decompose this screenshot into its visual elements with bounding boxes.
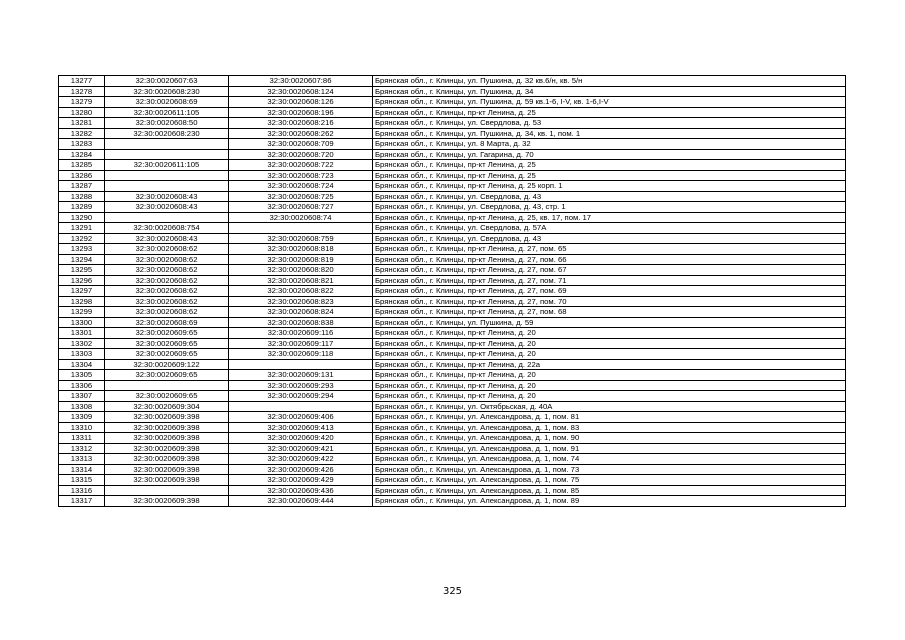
address-cell: Брянская обл., г. Клинцы, пр-кт Ленина, д. 25	[373, 160, 846, 171]
parcel-number-cell: 32:30:0020608:62	[105, 275, 229, 286]
table-row	[59, 181, 846, 192]
parcel-number-cell: 32:30:0020608:69	[105, 97, 229, 108]
table-row	[59, 212, 846, 223]
parcel-number-cell: 32:30:0020608:62	[105, 254, 229, 265]
object-number-cell: 32:30:0020608:720	[229, 149, 373, 160]
object-number-cell: 32:30:0020609:421	[229, 443, 373, 454]
registry-table	[58, 75, 846, 507]
parcel-number-cell: 32:30:0020609:398	[105, 464, 229, 475]
row-number-cell: 13303	[59, 349, 105, 360]
address-cell: Брянская обл., г. Клинцы, ул. Пушкина, д. 34	[373, 86, 846, 97]
row-number-cell: 13298	[59, 296, 105, 307]
object-number-cell: 32:30:0020609:429	[229, 475, 373, 486]
parcel-number-cell	[105, 170, 229, 181]
table-row	[59, 338, 846, 349]
table-row	[59, 328, 846, 339]
address-cell: Брянская обл., г. Клинцы, ул. Свердлова, д. 43	[373, 233, 846, 244]
row-number-cell: 13284	[59, 149, 105, 160]
address-cell: Брянская обл., г. Клинцы, пр-кт Ленина, д. 25 корп. 1	[373, 181, 846, 192]
object-number-cell: 32:30:0020608:196	[229, 107, 373, 118]
table-row	[59, 286, 846, 297]
table-row	[59, 401, 846, 412]
parcel-number-cell: 32:30:0020609:65	[105, 338, 229, 349]
object-number-cell: 32:30:0020607:86	[229, 76, 373, 87]
object-number-cell: 32:30:0020608:824	[229, 307, 373, 318]
parcel-number-cell: 32:30:0020608:43	[105, 202, 229, 213]
object-number-cell: 32:30:0020609:426	[229, 464, 373, 475]
parcel-number-cell: 32:30:0020609:398	[105, 443, 229, 454]
parcel-number-cell	[105, 181, 229, 192]
row-number-cell: 13300	[59, 317, 105, 328]
row-number-cell: 13311	[59, 433, 105, 444]
object-number-cell: 32:30:0020608:818	[229, 244, 373, 255]
row-number-cell: 13287	[59, 181, 105, 192]
parcel-number-cell: 32:30:0020608:43	[105, 233, 229, 244]
table-row	[59, 86, 846, 97]
address-cell: Брянская обл., г. Клинцы, ул. Александрова, д. 1, пом. 89	[373, 496, 846, 507]
row-number-cell: 13306	[59, 380, 105, 391]
row-number-cell: 13286	[59, 170, 105, 181]
table-row	[59, 412, 846, 423]
parcel-number-cell: 32:30:0020608:754	[105, 223, 229, 234]
object-number-cell: 32:30:0020608:724	[229, 181, 373, 192]
row-number-cell: 13285	[59, 160, 105, 171]
parcel-number-cell: 32:30:0020609:65	[105, 328, 229, 339]
parcel-number-cell	[105, 380, 229, 391]
address-cell: Брянская обл., г. Клинцы, ул. Александрова, д. 1, пом. 90	[373, 433, 846, 444]
parcel-number-cell: 32:30:0020609:398	[105, 433, 229, 444]
parcel-number-cell: 32:30:0020611:105	[105, 160, 229, 171]
parcel-number-cell: 32:30:0020609:398	[105, 454, 229, 465]
object-number-cell: 32:30:0020609:422	[229, 454, 373, 465]
object-number-cell	[229, 401, 373, 412]
row-number-cell: 13289	[59, 202, 105, 213]
object-number-cell: 32:30:0020609:413	[229, 422, 373, 433]
parcel-number-cell: 32:30:0020611:105	[105, 107, 229, 118]
address-cell: Брянская обл., г. Клинцы, пр-кт Ленина, д. 25	[373, 107, 846, 118]
row-number-cell: 13277	[59, 76, 105, 87]
parcel-number-cell: 32:30:0020609:65	[105, 370, 229, 381]
object-number-cell: 32:30:0020609:117	[229, 338, 373, 349]
address-cell: Брянская обл., г. Клинцы, пр-кт Ленина, д. 20	[373, 380, 846, 391]
object-number-cell: 32:30:0020608:823	[229, 296, 373, 307]
address-cell: Брянская обл., г. Клинцы, ул. Свердлова, д. 57А	[373, 223, 846, 234]
address-cell: Брянская обл., г. Клинцы, пр-кт Ленина, д. 20	[373, 328, 846, 339]
object-number-cell: 32:30:0020608:838	[229, 317, 373, 328]
row-number-cell: 13316	[59, 485, 105, 496]
parcel-number-cell: 32:30:0020608:230	[105, 86, 229, 97]
parcel-number-cell: 32:30:0020609:398	[105, 422, 229, 433]
object-number-cell: 32:30:0020608:124	[229, 86, 373, 97]
object-number-cell: 32:30:0020608:822	[229, 286, 373, 297]
parcel-number-cell: 32:30:0020608:62	[105, 296, 229, 307]
object-number-cell: 32:30:0020609:444	[229, 496, 373, 507]
row-number-cell: 13292	[59, 233, 105, 244]
row-number-cell: 13288	[59, 191, 105, 202]
object-number-cell: 32:30:0020609:131	[229, 370, 373, 381]
address-cell: Брянская обл., г. Клинцы, ул. Пушкина, д. 34, кв. 1, пом. 1	[373, 128, 846, 139]
address-cell: Брянская обл., г. Клинцы, ул. Александрова, д. 1, пом. 73	[373, 464, 846, 475]
object-number-cell: 32:30:0020608:126	[229, 97, 373, 108]
table-row	[59, 307, 846, 318]
table-row	[59, 422, 846, 433]
table-row	[59, 391, 846, 402]
address-cell: Брянская обл., г. Клинцы, ул. 8 Марта, д. 32	[373, 139, 846, 150]
object-number-cell: 32:30:0020609:406	[229, 412, 373, 423]
row-number-cell: 13299	[59, 307, 105, 318]
row-number-cell: 13280	[59, 107, 105, 118]
object-number-cell: 32:30:0020609:294	[229, 391, 373, 402]
parcel-number-cell	[105, 139, 229, 150]
table-row	[59, 202, 846, 213]
object-number-cell: 32:30:0020608:821	[229, 275, 373, 286]
table-row	[59, 107, 846, 118]
parcel-number-cell	[105, 212, 229, 223]
address-cell: Брянская обл., г. Клинцы, ул. Свердлова, д. 43, стр. 1	[373, 202, 846, 213]
table-row	[59, 296, 846, 307]
address-cell: Брянская обл., г. Клинцы, пр-кт Ленина, д. 27, пом. 65	[373, 244, 846, 255]
parcel-number-cell: 32:30:0020608:62	[105, 244, 229, 255]
object-number-cell: 32:30:0020609:293	[229, 380, 373, 391]
object-number-cell: 32:30:0020608:262	[229, 128, 373, 139]
parcel-number-cell: 32:30:0020607:63	[105, 76, 229, 87]
row-number-cell: 13307	[59, 391, 105, 402]
object-number-cell	[229, 223, 373, 234]
table-row	[59, 76, 846, 87]
address-cell: Брянская обл., г. Клинцы, пр-кт Ленина, д. 20	[373, 370, 846, 381]
row-number-cell: 13313	[59, 454, 105, 465]
row-number-cell: 13296	[59, 275, 105, 286]
row-number-cell: 13304	[59, 359, 105, 370]
address-cell: Брянская обл., г. Клинцы, ул. Октябрьская, д. 40А	[373, 401, 846, 412]
row-number-cell: 13305	[59, 370, 105, 381]
address-cell: Брянская обл., г. Клинцы, пр-кт Ленина, д. 22а	[373, 359, 846, 370]
parcel-number-cell: 32:30:0020609:398	[105, 412, 229, 423]
table-row	[59, 443, 846, 454]
table-row	[59, 223, 846, 234]
row-number-cell: 13315	[59, 475, 105, 486]
parcel-number-cell: 32:30:0020609:65	[105, 391, 229, 402]
row-number-cell: 13309	[59, 412, 105, 423]
table-row	[59, 359, 846, 370]
parcel-number-cell	[105, 149, 229, 160]
address-cell: Брянская обл., г. Клинцы, ул. Гагарина, д. 70	[373, 149, 846, 160]
table-row	[59, 349, 846, 360]
object-number-cell: 32:30:0020608:722	[229, 160, 373, 171]
address-cell: Брянская обл., г. Клинцы, ул. Пушкина, д. 32 кв.6/н, кв. 5/н	[373, 76, 846, 87]
table-row	[59, 254, 846, 265]
table-row	[59, 160, 846, 171]
object-number-cell: 32:30:0020608:759	[229, 233, 373, 244]
row-number-cell: 13291	[59, 223, 105, 234]
table-row	[59, 233, 846, 244]
object-number-cell: 32:30:0020608:819	[229, 254, 373, 265]
table-row	[59, 128, 846, 139]
address-cell: Брянская обл., г. Клинцы, ул. Александрова, д. 1, пом. 85	[373, 485, 846, 496]
address-cell: Брянская обл., г. Клинцы, ул. Александрова, д. 1, пом. 83	[373, 422, 846, 433]
parcel-number-cell: 32:30:0020608:62	[105, 265, 229, 276]
address-cell: Брянская обл., г. Клинцы, ул. Свердлова, д. 53	[373, 118, 846, 129]
object-number-cell: 32:30:0020608:723	[229, 170, 373, 181]
table-row	[59, 275, 846, 286]
table-row	[59, 454, 846, 465]
parcel-number-cell: 32:30:0020609:122	[105, 359, 229, 370]
table-row	[59, 380, 846, 391]
object-number-cell: 32:30:0020609:116	[229, 328, 373, 339]
row-number-cell: 13293	[59, 244, 105, 255]
table-row	[59, 370, 846, 381]
object-number-cell: 32:30:0020608:216	[229, 118, 373, 129]
table-row	[59, 191, 846, 202]
registry-table-body	[59, 76, 846, 507]
address-cell: Брянская обл., г. Клинцы, пр-кт Ленина, д. 20	[373, 338, 846, 349]
row-number-cell: 13283	[59, 139, 105, 150]
parcel-number-cell: 32:30:0020608:230	[105, 128, 229, 139]
row-number-cell: 13294	[59, 254, 105, 265]
table-row	[59, 265, 846, 276]
object-number-cell: 32:30:0020609:436	[229, 485, 373, 496]
table-row	[59, 118, 846, 129]
address-cell: Брянская обл., г. Клинцы, пр-кт Ленина, д. 27, пом. 69	[373, 286, 846, 297]
address-cell: Брянская обл., г. Клинцы, ул. Свердлова, д. 43	[373, 191, 846, 202]
object-number-cell: 32:30:0020608:727	[229, 202, 373, 213]
row-number-cell: 13297	[59, 286, 105, 297]
row-number-cell: 13310	[59, 422, 105, 433]
address-cell: Брянская обл., г. Клинцы, ул. Александрова, д. 1, пом. 81	[373, 412, 846, 423]
table-row	[59, 433, 846, 444]
parcel-number-cell: 32:30:0020609:398	[105, 496, 229, 507]
address-cell: Брянская обл., г. Клинцы, пр-кт Ленина, д. 27, пом. 67	[373, 265, 846, 276]
address-cell: Брянская обл., г. Клинцы, пр-кт Ленина, д. 25	[373, 170, 846, 181]
address-cell: Брянская обл., г. Клинцы, ул. Александрова, д. 1, пом. 91	[373, 443, 846, 454]
row-number-cell: 13302	[59, 338, 105, 349]
row-number-cell: 13281	[59, 118, 105, 129]
table-row	[59, 475, 846, 486]
object-number-cell	[229, 359, 373, 370]
parcel-number-cell: 32:30:0020609:65	[105, 349, 229, 360]
address-cell: Брянская обл., г. Клинцы, пр-кт Ленина, д. 27, пом. 70	[373, 296, 846, 307]
table-row	[59, 149, 846, 160]
table-row	[59, 139, 846, 150]
object-number-cell: 32:30:0020608:74	[229, 212, 373, 223]
address-cell: Брянская обл., г. Клинцы, пр-кт Ленина, д. 27, пом. 66	[373, 254, 846, 265]
row-number-cell: 13317	[59, 496, 105, 507]
parcel-number-cell: 32:30:0020608:62	[105, 307, 229, 318]
parcel-number-cell: 32:30:0020608:50	[105, 118, 229, 129]
object-number-cell: 32:30:0020608:725	[229, 191, 373, 202]
parcel-number-cell: 32:30:0020608:62	[105, 286, 229, 297]
address-cell: Брянская обл., г. Клинцы, пр-кт Ленина, д. 27, пом. 68	[373, 307, 846, 318]
row-number-cell: 13295	[59, 265, 105, 276]
row-number-cell: 13278	[59, 86, 105, 97]
row-number-cell: 13308	[59, 401, 105, 412]
row-number-cell: 13314	[59, 464, 105, 475]
object-number-cell: 32:30:0020608:709	[229, 139, 373, 150]
address-cell: Брянская обл., г. Клинцы, пр-кт Ленина, д. 27, пом. 71	[373, 275, 846, 286]
table-row	[59, 496, 846, 507]
row-number-cell: 13312	[59, 443, 105, 454]
address-cell: Брянская обл., г. Клинцы, пр-кт Ленина, д. 20	[373, 349, 846, 360]
table-row	[59, 317, 846, 328]
address-cell: Брянская обл., г. Клинцы, ул. Александрова, д. 1, пом. 74	[373, 454, 846, 465]
table-row	[59, 170, 846, 181]
address-cell: Брянская обл., г. Клинцы, пр-кт Ленина, д. 25, кв. 17, пом. 17	[373, 212, 846, 223]
row-number-cell: 13279	[59, 97, 105, 108]
table-row	[59, 97, 846, 108]
parcel-number-cell: 32:30:0020608:69	[105, 317, 229, 328]
object-number-cell: 32:30:0020609:118	[229, 349, 373, 360]
address-cell: Брянская обл., г. Клинцы, ул. Пушкина, д. 59 кв.1-6, I-V, кв. 1-6,I-V	[373, 97, 846, 108]
address-cell: Брянская обл., г. Клинцы, ул. Александрова, д. 1, пом. 75	[373, 475, 846, 486]
page-number: 325	[442, 586, 463, 597]
row-number-cell: 13290	[59, 212, 105, 223]
row-number-cell: 13282	[59, 128, 105, 139]
table-row	[59, 464, 846, 475]
object-number-cell: 32:30:0020608:820	[229, 265, 373, 276]
parcel-number-cell: 32:30:0020609:398	[105, 475, 229, 486]
table-row	[59, 485, 846, 496]
object-number-cell: 32:30:0020609:420	[229, 433, 373, 444]
parcel-number-cell: 32:30:0020609:304	[105, 401, 229, 412]
parcel-number-cell: 32:30:0020608:43	[105, 191, 229, 202]
row-number-cell: 13301	[59, 328, 105, 339]
parcel-number-cell	[105, 485, 229, 496]
table-row	[59, 244, 846, 255]
address-cell: Брянская обл., г. Клинцы, пр-кт Ленина, д. 20	[373, 391, 846, 402]
address-cell: Брянская обл., г. Клинцы, ул. Пушкина, д. 59	[373, 317, 846, 328]
